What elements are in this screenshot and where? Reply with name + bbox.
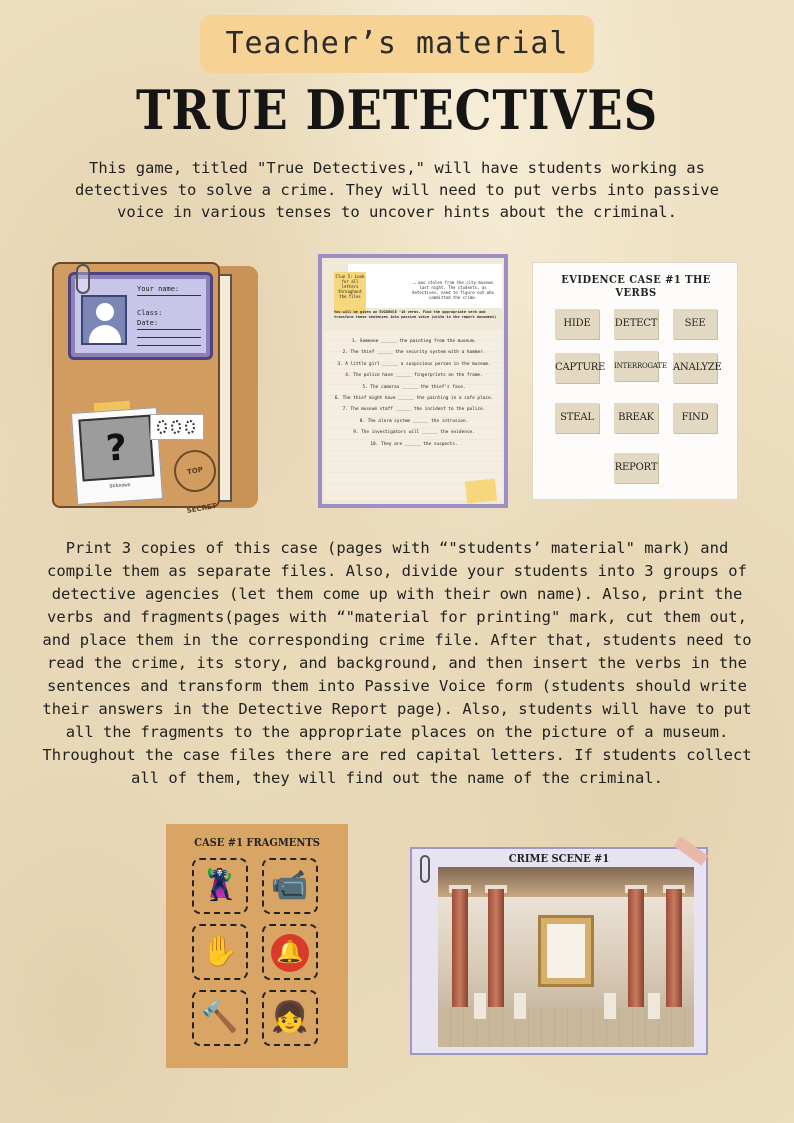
sentence-item: 8. The alarm system ______ the intrusion. xyxy=(359,418,469,424)
class-label: Class: xyxy=(137,309,163,317)
name-label: Your name: xyxy=(137,285,180,293)
top-secret-stamp: TOP SECRET xyxy=(171,447,220,496)
teacher-material-tag: Teacher’s material xyxy=(200,15,594,73)
sentence-item: 6. The thief might have ______ the painting in a safe place. xyxy=(334,396,494,402)
paperclip-icon xyxy=(76,264,90,294)
empty-frame xyxy=(538,915,594,987)
verb-card: DETECT xyxy=(614,309,658,339)
sentence-item: 1. Someone ______ the painting from the museum. xyxy=(351,339,477,344)
date-label: Date: xyxy=(137,319,159,327)
folder-front xyxy=(52,262,220,515)
sentence-item: 5. The cameras ______ the thief's face. xyxy=(362,384,466,390)
question-mark-icon: ? xyxy=(78,415,154,482)
alarm-bell-icon: 🔔 xyxy=(262,924,318,980)
sentence-item: 10. They are ______ the suspects. xyxy=(370,441,458,447)
verb-card: STEAL xyxy=(555,403,599,433)
sticky-note xyxy=(465,478,497,503)
crime-scene-thumbnail xyxy=(410,847,708,1055)
verb-card: FIND xyxy=(673,403,717,433)
paperclip-icon xyxy=(420,855,430,883)
girl-icon: 👧 xyxy=(262,990,318,1046)
evidence-verbs-thumbnail xyxy=(532,262,738,500)
sentence-item: 7. The museum staff ______ the incident to the police. xyxy=(342,407,486,413)
fragments-title: CASE #1 FRAGMENTS xyxy=(194,836,320,849)
museum-image xyxy=(438,867,694,1047)
avatar-icon xyxy=(81,295,127,345)
sentence-item: 4. The police have ______ fingerprints on the frame. xyxy=(345,373,483,379)
verb-card: REPORT xyxy=(614,453,658,483)
sentence-item: 9. The investigators will ______ the evidence. xyxy=(353,430,475,436)
page-title: TRUE DETECTIVES xyxy=(136,78,658,142)
worksheet-story: … was stolen from the city museum last night. The students, as detectives, need to figure out who committed the crime. xyxy=(412,280,494,300)
worksheet-task: You will be given an EVIDENCE -10 verbs. Find the appropriate verb and transform these sentences into passive voice (write in the report document) xyxy=(334,310,497,319)
verb-card: ANALYZE xyxy=(673,353,717,383)
sentence-item: 3. A little girl ______ a suspicious person in the museum. xyxy=(337,361,491,367)
polaroid-caption: Unknown xyxy=(109,482,131,490)
instructions-paragraph: Print 3 copies of this case (pages with “"students’ material" mark) and compile them as separate files. Also, divide your students into 3 groups of detective agencies (let them come up with their own name). Also, print the verbs and fragments(pages with “"material for printing" mark, cut them out, and place them in the corresponding crime file. After that, students need to read the crime, its story, and background, and then insert the verbs in the sentences and transform them into Passive Voice form (students should write their answers in the Detective Report page). Also, students will have to put all the fragments to the appropriate places on the picture of a museum. Throughout the case files there are red capital letters. If students collect all of them, they will find out the name of the criminal. xyxy=(42,539,752,787)
sentence-item: 2. The thief ______ the security system with a hammer. xyxy=(342,350,486,356)
verb-card: BREAK xyxy=(614,403,658,433)
verb-card: SEE xyxy=(673,309,717,339)
verb-card: HIDE xyxy=(555,309,599,339)
verb-card: CAPTURE xyxy=(555,353,599,383)
intro-paragraph: This game, titled "True Detectives," will have students working as detectives to solve a crime. They will need to put verbs into passive voice in various tenses to uncover hints about the criminal. xyxy=(75,159,719,221)
worksheet-thumbnail xyxy=(318,254,508,508)
verb-card: INTERROGATE xyxy=(614,351,658,381)
case-folder-thumbnail xyxy=(52,262,258,515)
fingerprint-icon xyxy=(150,414,204,440)
crime-scene-title: CRIME SCENE #1 xyxy=(508,852,610,865)
fragments-thumbnail xyxy=(166,824,348,1068)
sentence-list xyxy=(330,336,498,450)
thief-icon: 🦹 xyxy=(192,858,248,914)
security-camera-icon: 📹 xyxy=(262,858,318,914)
hammer-icon: 🔨 xyxy=(192,990,248,1046)
handprint-icon: ✋ xyxy=(192,924,248,980)
verbs-title: EVIDENCE CASE #1 THE VERBS xyxy=(561,273,711,299)
clue-note: Clue 5: Look for all letters throughout the files xyxy=(334,272,366,314)
